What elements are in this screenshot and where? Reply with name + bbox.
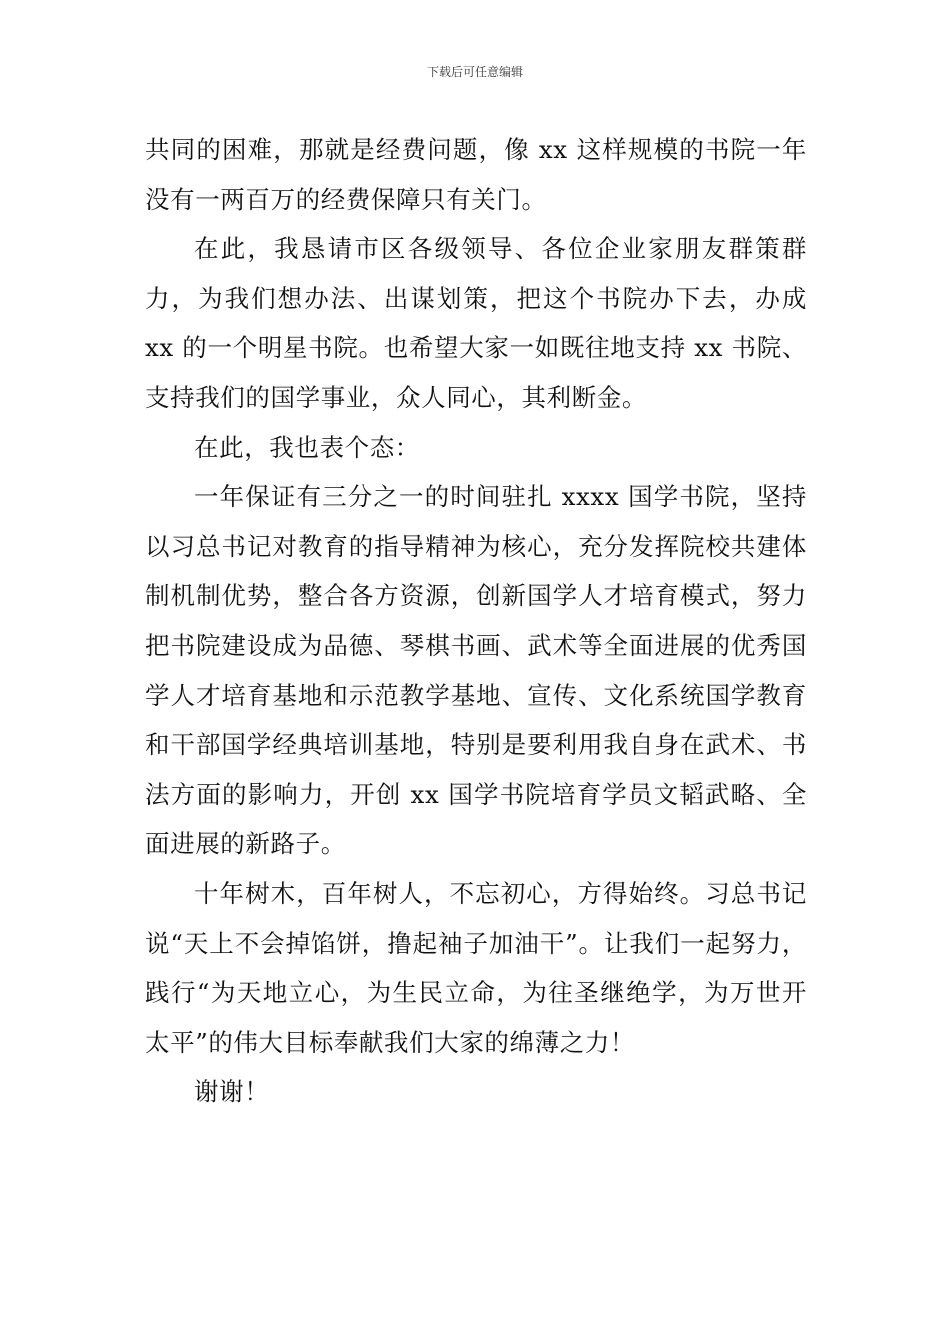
paragraph-thanks: 谢谢！ <box>194 1077 270 1107</box>
paragraph-continuation: 共同的困难，那就是经费问题，像 xx 这样规模的书院一年没有一两百万的经费保障只有关门。 <box>145 135 807 214</box>
paragraph-commitment: 一年保证有三分之一的时间驻扎 xxxx 国学书院，坚持以习总书记对教育的指导精神为核心，充分发挥院校共建体制机制优势，整合各方资源，创新国学人才培育模式，努力把书院建设成为品德、琴棋书画、武术等全面进展的优秀国学人才培育基地和示范教学基地、宣传、文化系统国学教育和干部国学经典培训基地，特别是要利用我自身在武术、书法方面的影响力，开创 xx 国学书院培育学员文韬武略、全面进展的新路子。 <box>145 482 807 859</box>
document-body <box>145 125 807 1117</box>
paragraph-statement-intro: 在此，我也表个态： <box>194 432 420 462</box>
paragraph-appeal: 在此，我恳请市区各级领导、各位企业家朋友群策群力，为我们想办法、出谋划策，把这个书院办下去，办成 xx 的一个明星书院。也希望大家一如既往地支持 xx 书院、支持我们的国学事业，众人同心，其利断金。 <box>145 234 807 412</box>
header-note: 下载后可任意编辑 <box>426 65 523 79</box>
paragraph-closing: 十年树木，百年树人，不忘初心，方得始终。习总书记说“天上不会掉馅饼，撸起袖子加油干”。让我们一起努力，践行“为天地立心，为生民立命，为往圣继绝学，为万世开太平”的伟大目标奉献我们大家的绵薄之力！ <box>145 878 807 1057</box>
